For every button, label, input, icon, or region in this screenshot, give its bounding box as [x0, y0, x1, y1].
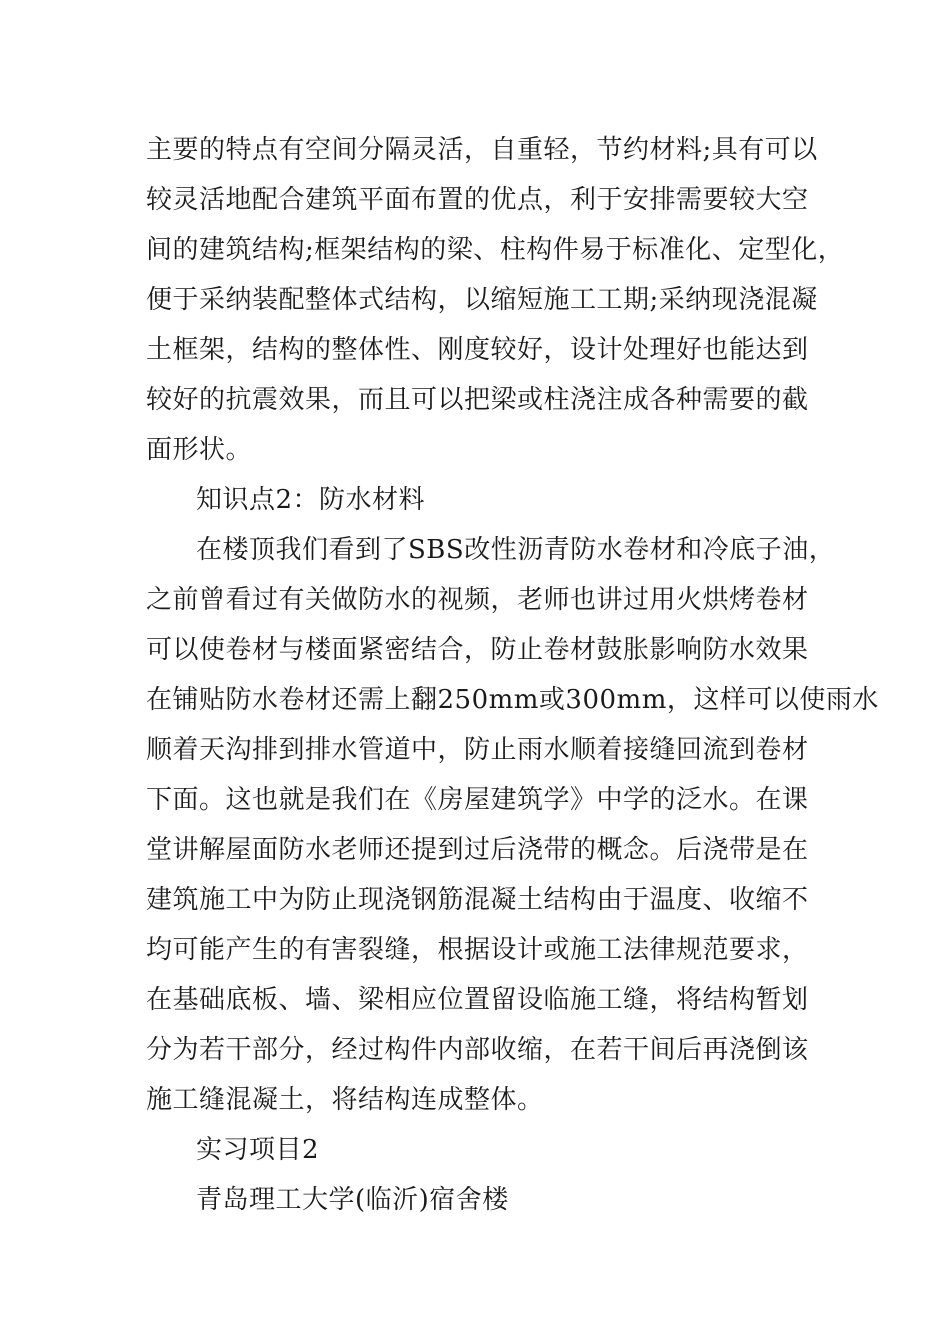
text-line: 均可能产生的有害裂缝，根据设计或施工法律规范要求， — [146, 935, 809, 965]
section-heading: 知识点2：防水材料 — [196, 485, 426, 515]
section-heading: 实习项目2 — [196, 1135, 320, 1165]
text-line: 青岛理工大学(临沂)宿舍楼 — [196, 1185, 509, 1215]
text-line: 较好的抗震效果，而且可以把梁或柱浇注成各种需要的截 — [146, 385, 809, 415]
text-line: 施工缝混凝土，将结构连成整体。 — [146, 1085, 544, 1115]
text-line: 在铺贴防水卷材还需上翻250mm或300mm，这样可以使雨水 — [146, 685, 879, 715]
text-line: 下面。这也就是我们在《房屋建筑学》中学的泛水。在课 — [146, 785, 809, 815]
text-line: 面形状。 — [146, 435, 253, 465]
text-line: 便于采纳装配整体式结构，以缩短施工工期;采纳现浇混凝 — [146, 285, 818, 315]
text-line: 可以使卷材与楼面紧密结合，防止卷材鼓胀影响防水效果 — [146, 635, 809, 665]
paragraph-start: 在楼顶我们看到了SBS改性沥青防水卷材和冷底子油， — [196, 535, 836, 565]
text-line: 顺着天沟排到排水管道中，防止雨水顺着接缝回流到卷材 — [146, 735, 809, 765]
text-line: 建筑施工中为防止现浇钢筋混凝土结构由于温度、收缩不 — [146, 885, 809, 915]
text-line: 分为若干部分，经过构件内部收缩，在若干间后再浇倒该 — [146, 1035, 809, 1065]
text-line: 较灵活地配合建筑平面布置的优点，利于安排需要较大空 — [146, 185, 809, 215]
text-line: 间的建筑结构;框架结构的梁、柱构件易于标准化、定型化， — [146, 235, 845, 265]
text-line: 之前曾看过有关做防水的视频，老师也讲过用火烘烤卷材 — [146, 585, 809, 615]
text-line: 土框架，结构的整体性、刚度较好，设计处理好也能达到 — [146, 335, 809, 365]
text-line: 主要的特点有空间分隔灵活，自重轻，节约材料;具有可以 — [146, 135, 818, 165]
text-line: 在基础底板、墙、梁相应位置留设临施工缝，将结构暂划 — [146, 985, 809, 1015]
text-line: 堂讲解屋面防水老师还提到过后浇带的概念。后浇带是在 — [146, 835, 809, 865]
